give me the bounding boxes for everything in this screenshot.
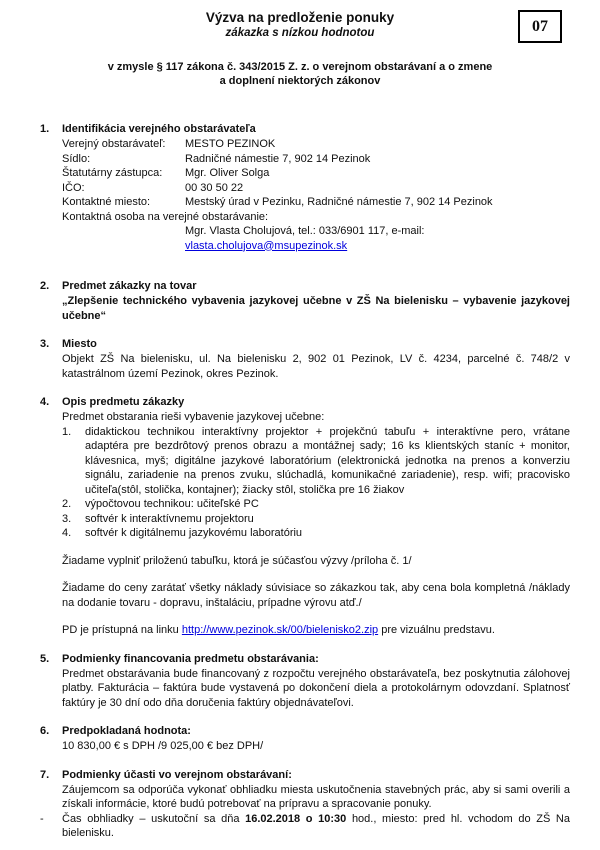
legal-reference-line2: a doplnení niektorých zákonov bbox=[219, 75, 381, 87]
pd-link-prefix: PD je prístupná na linku bbox=[62, 624, 182, 636]
pd-download-link[interactable]: http://www.pezinok.sk/00/bielenisko2.zip bbox=[181, 624, 379, 636]
site-visit-text bbox=[62, 812, 570, 841]
field-label: IČO: bbox=[62, 181, 85, 194]
field-value: Mgr. Oliver Solga bbox=[185, 167, 270, 179]
list-item-text: výpočtovou technikou: učiteľské PC bbox=[85, 498, 259, 510]
section-number: 1. bbox=[40, 123, 50, 135]
table-request-text: Žiadame vyplniť priloženú tabuľku, ktorá je súčasťou výzvy /príloha č. 1/ bbox=[62, 554, 412, 567]
contact-person-line: Mgr. Vlasta Cholujová, tel.: 033/6901 117, e-mail: bbox=[185, 225, 425, 237]
field-row bbox=[62, 195, 570, 210]
price-note-text: Žiadame do ceny zarátať všetky náklady súvisiace so zákazkou tak, aby cena bola kompletná /náklady na dodanie tovaru - dopravu, inštaláciu, prípadne výrovu atď./ bbox=[62, 582, 570, 609]
field-row bbox=[62, 166, 570, 181]
section-identification bbox=[40, 122, 570, 253]
field-value: Mestský úrad v Pezinku, Radničné námestie 7, 902 14 Pezinok bbox=[185, 196, 493, 208]
section-heading bbox=[40, 122, 570, 137]
section-title: Predpokladaná hodnota: bbox=[62, 725, 191, 737]
section-title: Opis predmetu zákazky bbox=[62, 396, 185, 408]
contact-person-label: Kontaktná osoba na verejné obstarávanie: bbox=[62, 210, 269, 223]
participation-text: Záujemcom sa odporúča vykonať obhliadku miesta uskutočnenia stavebných prác, aby si sami overili a získali informácie, ktoré budú potrebovať na prípravu a spracovanie ponuky. bbox=[62, 783, 570, 810]
section-estimated-value bbox=[40, 724, 570, 754]
place-text: Objekt ZŠ Na bielenisku, ul. Na bielenisku 2, 902 01 Pezinok, LV č. 4234, parcelné č. 748/2 v katastrálnom území Pezinok, okres Pezinok. bbox=[62, 353, 570, 380]
section-number: 3. bbox=[40, 338, 50, 350]
dash-bullet: - bbox=[40, 812, 44, 825]
list-item-text: didaktickou technikou interaktívny projektor + projekčnú tabuľu + interaktívne pero, vrátane adaptéra pre bezdrôtový prenos obrazu a montážnej sady; 16 ks klientských staníc + monitor, klávesnica, myš; digitálne jazykové laboratórium (elektronická jednotka na prenos a konverziu signálu, zariadenie na prenos zvuku, slúchadlá, komunikačné zariadenie), resp. wifi; pracovisko učiteľa(stôl, stolička, kontajner); žiacky stôl, stolička pre 16 žiakov bbox=[85, 425, 570, 496]
section-title: Podmienky financovania predmetu obstarávania: bbox=[62, 652, 319, 665]
section-heading bbox=[40, 395, 570, 410]
section-title: Miesto bbox=[62, 338, 97, 350]
section-subject bbox=[40, 279, 570, 323]
document-number-badge bbox=[518, 10, 562, 43]
identification-details bbox=[62, 137, 570, 253]
field-row bbox=[62, 152, 570, 167]
list-item-number: 3. bbox=[62, 512, 72, 525]
subject-text: „Zlepšenie technického vybavenia jazykovej učebne v ZŠ Na bielenisku – vybavenie jazykovej učebne“ bbox=[62, 295, 570, 322]
contact-email-link[interactable]: vlasta.cholujova@msupezinok.sk bbox=[185, 239, 348, 252]
field-value: MESTO PEZINOK bbox=[185, 138, 276, 150]
description-intro: Predmet obstarania rieši vybavenie jazykovej učebne: bbox=[62, 411, 325, 423]
pd-link-suffix: pre vizuálnu predstavu. bbox=[378, 624, 495, 636]
section-financing bbox=[40, 652, 570, 711]
field-row bbox=[62, 137, 570, 152]
section-title: Identifikácia verejného obstarávateľa bbox=[62, 123, 256, 135]
list-item-number: 1. bbox=[62, 425, 72, 438]
field-value: Radničné námestie 7, 902 14 Pezinok bbox=[185, 152, 371, 165]
financing-text: Predmet obstarávania bude financovaný z rozpočtu verejného obstarávateľa, bez poskytnutia zálohovej platby. Fakturácia – faktúra bude vystavená po dokončení diela a protokolárnym odovzdaní. Splatnosť faktúry je 30 dní odo dňa doručenia faktúry objednávateľovi. bbox=[62, 667, 570, 709]
section-place bbox=[40, 337, 570, 381]
list-item bbox=[62, 526, 570, 541]
section-number: 5. bbox=[40, 652, 50, 665]
section-number: 4. bbox=[40, 396, 50, 408]
section-title: Podmienky účasti vo verejnom obstarávaní: bbox=[62, 768, 292, 781]
estimated-value-text: 10 830,00 € s DPH /9 025,00 € bez DPH/ bbox=[62, 740, 264, 752]
list-item-text: softvér k interaktívnemu projektoru bbox=[85, 512, 254, 525]
field-label: Kontaktné miesto: bbox=[62, 196, 151, 208]
list-item bbox=[62, 425, 570, 498]
site-visit-suffix: hod., miesto: pred hl. vchodom do ZŠ Na bielenisku. bbox=[62, 812, 570, 839]
section-description bbox=[40, 395, 570, 638]
section-number: 6. bbox=[40, 725, 50, 737]
section-heading bbox=[40, 768, 570, 783]
section-participation bbox=[40, 768, 570, 841]
site-visit-prefix: Čas obhliadky – uskutoční sa dňa bbox=[62, 812, 246, 825]
section-number: 2. bbox=[40, 280, 50, 292]
list-item-text: softvér k digitálnemu jazykovému laboratóriu bbox=[85, 527, 303, 539]
section-number: 7. bbox=[40, 768, 50, 781]
document-number: 07 bbox=[532, 17, 548, 35]
pd-link-paragraph bbox=[62, 623, 570, 638]
list-item-number: 4. bbox=[62, 527, 72, 539]
legal-reference-line1: v zmysle § 117 zákona č. 343/2015 Z. z. o verejnom obstarávaní a o zmene bbox=[107, 61, 493, 73]
list-item bbox=[62, 497, 570, 512]
page-title: Výzva na predloženie ponuky bbox=[205, 10, 395, 25]
contact-email-row bbox=[185, 239, 570, 254]
section-title: Predmet zákazky na tovar bbox=[62, 280, 197, 292]
description-body bbox=[62, 410, 570, 638]
document-header bbox=[0, 0, 600, 88]
legal-reference bbox=[0, 60, 600, 88]
section-heading bbox=[40, 279, 570, 294]
site-visit-row bbox=[40, 812, 570, 841]
section-heading bbox=[40, 337, 570, 352]
field-row bbox=[62, 181, 570, 196]
field-label: Sídlo: bbox=[62, 152, 91, 165]
list-item-number: 2. bbox=[62, 498, 72, 510]
field-label: Verejný obstarávateľ: bbox=[62, 138, 166, 150]
site-visit-datetime: 16.02.2018 o 10:30 bbox=[245, 812, 347, 825]
page-subtitle: zákazka s nízkou hodnotou bbox=[225, 27, 375, 39]
section-heading bbox=[40, 724, 570, 739]
document-body bbox=[0, 122, 600, 841]
field-label: Štatutárny zástupca: bbox=[62, 167, 163, 179]
section-heading bbox=[40, 652, 570, 667]
list-item bbox=[62, 512, 570, 527]
field-value: 00 30 50 22 bbox=[185, 181, 244, 194]
